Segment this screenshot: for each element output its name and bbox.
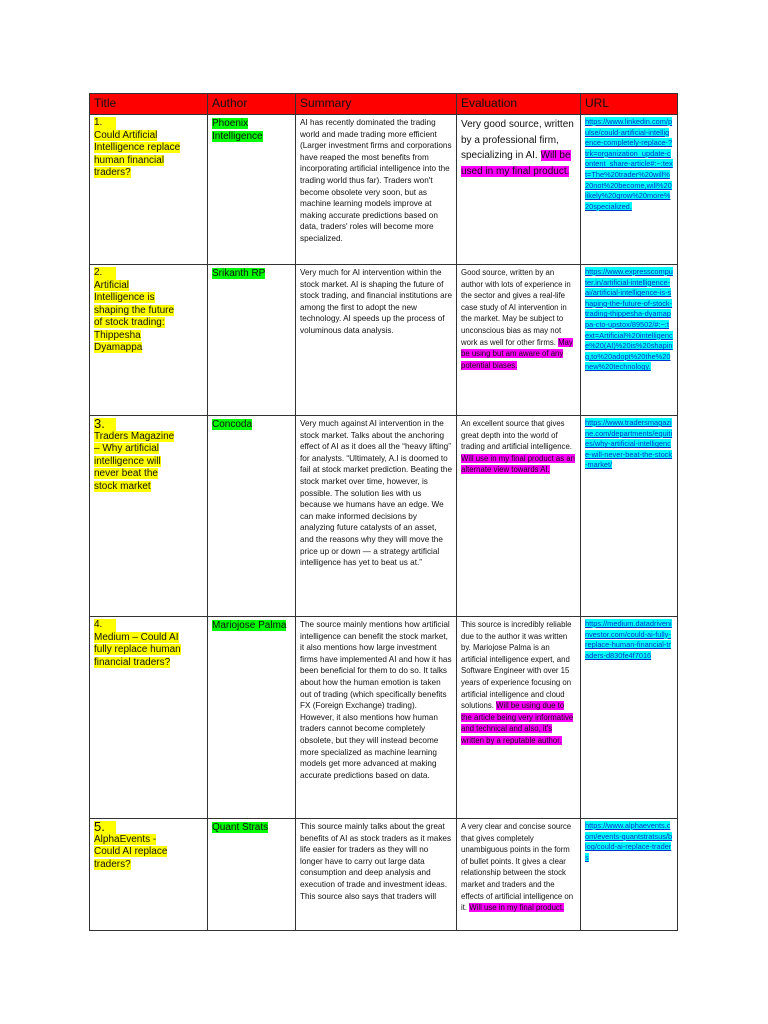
author-cell bbox=[208, 819, 296, 931]
table-row bbox=[90, 265, 678, 416]
author-name: Mariojose Palma bbox=[212, 620, 287, 631]
sources-table bbox=[89, 93, 678, 931]
title-cell bbox=[90, 819, 208, 931]
source-title: Artificial Intelligence is shaping the future of stock trading: Thippesha Dyamappa bbox=[94, 279, 175, 353]
url-cell bbox=[581, 265, 678, 416]
evaluation-cell bbox=[457, 265, 581, 416]
row-number: 4. bbox=[94, 619, 116, 632]
title-cell bbox=[90, 617, 208, 819]
evaluation-cell bbox=[457, 617, 581, 819]
table-row bbox=[90, 115, 678, 265]
title-cell bbox=[90, 115, 208, 265]
source-url-link[interactable]: https://medium.datadriveninvestor.com/could-ai-fully-replace-human-financial-traders-d830fe4f7016 bbox=[585, 619, 672, 660]
author-name: Phoenix Intelligence bbox=[212, 118, 263, 142]
source-title: AlphaEvents - Could AI replace traders? bbox=[94, 833, 168, 870]
evaluation-highlight: May be using but am aware of any potential biases. bbox=[461, 337, 573, 370]
row-number: 2. bbox=[94, 267, 116, 280]
author-name: Quant Strats bbox=[212, 822, 269, 833]
evaluation-text: An excellent source that gives great depth into the world of trading and artificial intelligence. bbox=[461, 419, 572, 452]
author-cell bbox=[208, 115, 296, 265]
author-name: Concoda bbox=[212, 419, 253, 430]
summary-cell: Very much for AI intervention within the stock market. AI is shaping the future of stock trading, and financial institutions are among the first to adopt the new technology. AI speeds up the process of voluminous data analysis. bbox=[296, 265, 457, 416]
evaluation-text: Very good source, written by a professional firm, specializing in AI. bbox=[461, 119, 574, 161]
evaluation-cell bbox=[457, 416, 581, 617]
source-url-link[interactable]: https://www.alphaevents.com/events-quantstratsus/blog/could-ai-replace-traders bbox=[585, 821, 673, 862]
source-url-link[interactable]: https://www.expresscomputer.in/artificial-intelligence-ai/artificial-intelligence-is-shaping-the-future-of-stock-trading-thippesha-dyamappa-cto-upstox/89502/#:~:text=Artificial%20intelligence%20(AI)%20is%20shaping,to%20adopt%20the%20new%20technology. bbox=[585, 267, 673, 372]
evaluation-cell bbox=[457, 819, 581, 931]
row-number: 3. bbox=[94, 418, 116, 431]
evaluation-text: Good source, written by an author with lots of experience in the sector and gives a real-life case study of AI intervention in the market. May be subject to unconscious bias as may not work as well for other firms. bbox=[461, 268, 571, 347]
table-row bbox=[90, 416, 678, 617]
evaluation-text: This source is incredibly reliable due to the author it was written by. Mariojose Palma is an artificial intelligence expert, and Software Engineer with over 15 years of experience focusing on artificial intelligence and cloud solutions. bbox=[461, 620, 572, 711]
title-cell bbox=[90, 416, 208, 617]
evaluation-highlight: Will be used in my final product. bbox=[461, 150, 571, 177]
summary-cell: Very much against AI intervention in the stock market. Talks about the anchoring effect of AI as it does all the “heavy lifting” for analysts. “Ultimately, A.I is doomed to fail at stock market prediction. Beating the stock market over time, however, is possible. The solution lies with us because we humans have an edge. We can make informed decisions by analyzing future catalysts of an asset, and the reasons why they will move the price up or down — a strategy artificial intelligence has yet to beat us at.” bbox=[296, 416, 457, 617]
url-cell bbox=[581, 115, 678, 265]
url-cell bbox=[581, 416, 678, 617]
evaluation-highlight: Will be using due to the article being very informative and technical and also, it's written by a reputable author. bbox=[461, 701, 574, 745]
evaluation-highlight: Will use in my final product as an alternate view towards AI. bbox=[461, 453, 575, 475]
row-number: 5. bbox=[94, 821, 116, 834]
source-url-link[interactable]: https://www.linkedin.com/pulse/could-artificial-intelligence-completely-replace-?trk=organization_update-content_share-article#:~:text=The%20trader%20will%20not%20become,will%20likely%20grow%20more%20specialized. bbox=[585, 117, 673, 211]
author-cell bbox=[208, 265, 296, 416]
summary-cell: The source mainly mentions how artificial intelligence can benefit the stock market, it also mentions how large investment firms have implemented AI and how it has been beneficial for them to do so. It talks about how the human emotion is taken out of trading (which specifically benefits FX (Foreign Exchange) trading). However, it also mentions how human traders cannot become completely obsolete, but they will instead become more specialized as machine learning models get more advanced at making accurate predictions based on data. bbox=[296, 617, 457, 819]
header-title: Title bbox=[90, 94, 208, 115]
evaluation-cell bbox=[457, 115, 581, 265]
header-author: Author bbox=[208, 94, 296, 115]
row-number: 1. bbox=[94, 117, 116, 130]
source-title: Traders Magazine – Why artificial intelligence will never beat the stock market bbox=[94, 430, 175, 492]
header-evaluation: Evaluation bbox=[457, 94, 581, 115]
author-name: Srikanth RP bbox=[212, 268, 266, 279]
source-url-link[interactable]: https://www.tradersmagazine.com/departments/equities/why-artificial-intelligence-will-never-beat-the-stock-market/ bbox=[585, 418, 673, 470]
evaluation-highlight: Will use in my final product. bbox=[469, 903, 565, 913]
header-summary: Summary bbox=[296, 94, 457, 115]
table-row bbox=[90, 617, 678, 819]
author-cell bbox=[208, 617, 296, 819]
header-row bbox=[90, 94, 678, 115]
url-cell bbox=[581, 617, 678, 819]
table-row bbox=[90, 819, 678, 931]
summary-cell: This source mainly talks about the great benefits of AI as stock traders as it makes life easier for traders as they will no longer have to carry out large data consumption and deep analysis and execution of trade and investment ideas. This source also says that traders will bbox=[296, 819, 457, 931]
evaluation-text: A very clear and concise source that gives completely unambiguous points in the form of bullet points. It gives a clear relationship between the stock market and traders and the effects of artificial intelligence on it. bbox=[461, 822, 574, 913]
source-title: Could Artificial Intelligence replace human financial traders? bbox=[94, 129, 181, 178]
title-cell bbox=[90, 265, 208, 416]
url-cell bbox=[581, 819, 678, 931]
author-cell bbox=[208, 416, 296, 617]
header-url: URL bbox=[581, 94, 678, 115]
source-title: Medium – Could AI fully replace human financial traders? bbox=[94, 631, 181, 668]
summary-cell: AI has recently dominated the trading world and made trading more efficient (Larger investment firms and corporations have reaped the most benefits from incorporating artificial intelligence into the trading world thus far). Traders won't become obsolete very soon, but as machine learning models improve at making accurate predictions based on data, traders' roles will become more specialized. bbox=[296, 115, 457, 265]
